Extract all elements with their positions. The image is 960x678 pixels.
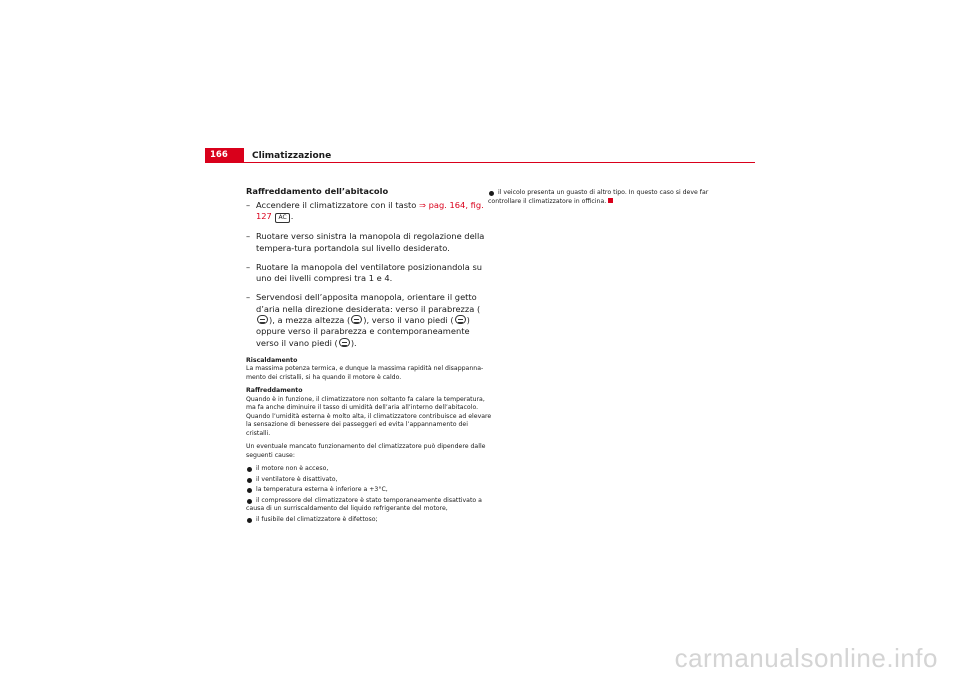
bullet-icon	[247, 518, 252, 523]
header-divider	[205, 162, 755, 163]
bullet-icon	[247, 499, 252, 504]
footwell-vent-icon	[455, 315, 466, 324]
step-1: – Accendere il climatizzatore con il tasto ⇒ pag. 164, fig. 127 AC .	[246, 200, 484, 222]
raffreddamento-paragraph: Quando è in funzione, il climatizzatore non soltanto fa calare la temperatura, ma fa anche diminuire il tasso di umidità dell’aria all’interno dell’abitacolo. Quando l’umidità esterna è molto alta, il climatizzatore contribuisce ad elevare la sensazione di benessere dei passeggeri ed evita l’appannamento dei cristalli.	[246, 395, 492, 437]
step-2	[246, 231, 492, 254]
dash-marker: –	[246, 292, 251, 303]
list-item: la temperatura esterna è inferiore a +3°C,	[246, 486, 492, 495]
face-vent-icon	[351, 315, 362, 324]
list-item: il fusibile del climatizzatore è difettoso;	[246, 516, 492, 525]
bullet-icon	[247, 488, 252, 493]
windshield-footwell-vent-icon	[339, 338, 350, 347]
bullet-icon	[489, 191, 494, 196]
left-column	[246, 186, 492, 526]
riscaldamento-heading: Riscaldamento	[246, 356, 298, 364]
step-2-text: Ruotare verso sinistra la manopola di regolazione della tempera-tura portandola sul livello desiderato.	[256, 231, 485, 253]
page-reference-link[interactable]: ⇒ pag. 164, fig. 127	[256, 200, 484, 222]
step-3-text: Ruotare la manopola del ventilatore posizionandola su uno dei livelli compresi tra 1 e 4.	[256, 261, 483, 284]
list-item: il veicolo presenta un guasto di altro tipo. In questo caso si deve far controllare il climatizzatore in officina.	[488, 189, 709, 205]
step-3	[246, 262, 492, 285]
page-number: 166	[205, 148, 244, 163]
bullet-icon	[247, 478, 252, 483]
windshield-vent-icon	[257, 315, 268, 324]
list-item: il compressore del climatizzatore è stato temporaneamente disattivato a causa di un surriscaldamento del liquido refrigerante del motore,	[246, 496, 482, 513]
step-1-text: Accendere il climatizzatore con il tasto	[256, 200, 420, 210]
section-end-icon	[608, 198, 613, 203]
causes-intro: Un eventuale mancato funzionamento del climatizzatore può dipendere dalle seguenti cause:	[246, 443, 486, 459]
ac-button-icon: AC	[275, 213, 289, 223]
bullet-icon	[247, 467, 252, 472]
riscaldamento-text: La massima potenza termica, e dunque la massima rapidità nel disappanna-mento dei cristalli, si ha quando il motore è caldo.	[246, 365, 484, 381]
raffreddamento-heading: Raffreddamento	[246, 387, 303, 395]
page-title: Climatizzazione	[252, 151, 332, 161]
dash-marker: –	[246, 231, 251, 242]
step-4: – Servendosi dell’apposita manopola, orientare il getto d’aria nella direzione desiderata: verso il parabrezza (), a mezza altezza ( ), verso il vano piedi ( ) oppure verso il parabrezza e contemporaneamente verso il vano piedi ( ).	[246, 292, 481, 348]
dash-marker: –	[246, 261, 251, 272]
list-item: il motore non è acceso,	[246, 465, 492, 474]
dash-marker: –	[246, 200, 251, 210]
list-item: il ventilatore è disattivato,	[246, 476, 492, 485]
right-column	[488, 189, 718, 208]
watermark: carmanualsonline.info	[674, 643, 938, 673]
section-heading: Raffreddamento dell’abitacolo	[246, 186, 389, 196]
